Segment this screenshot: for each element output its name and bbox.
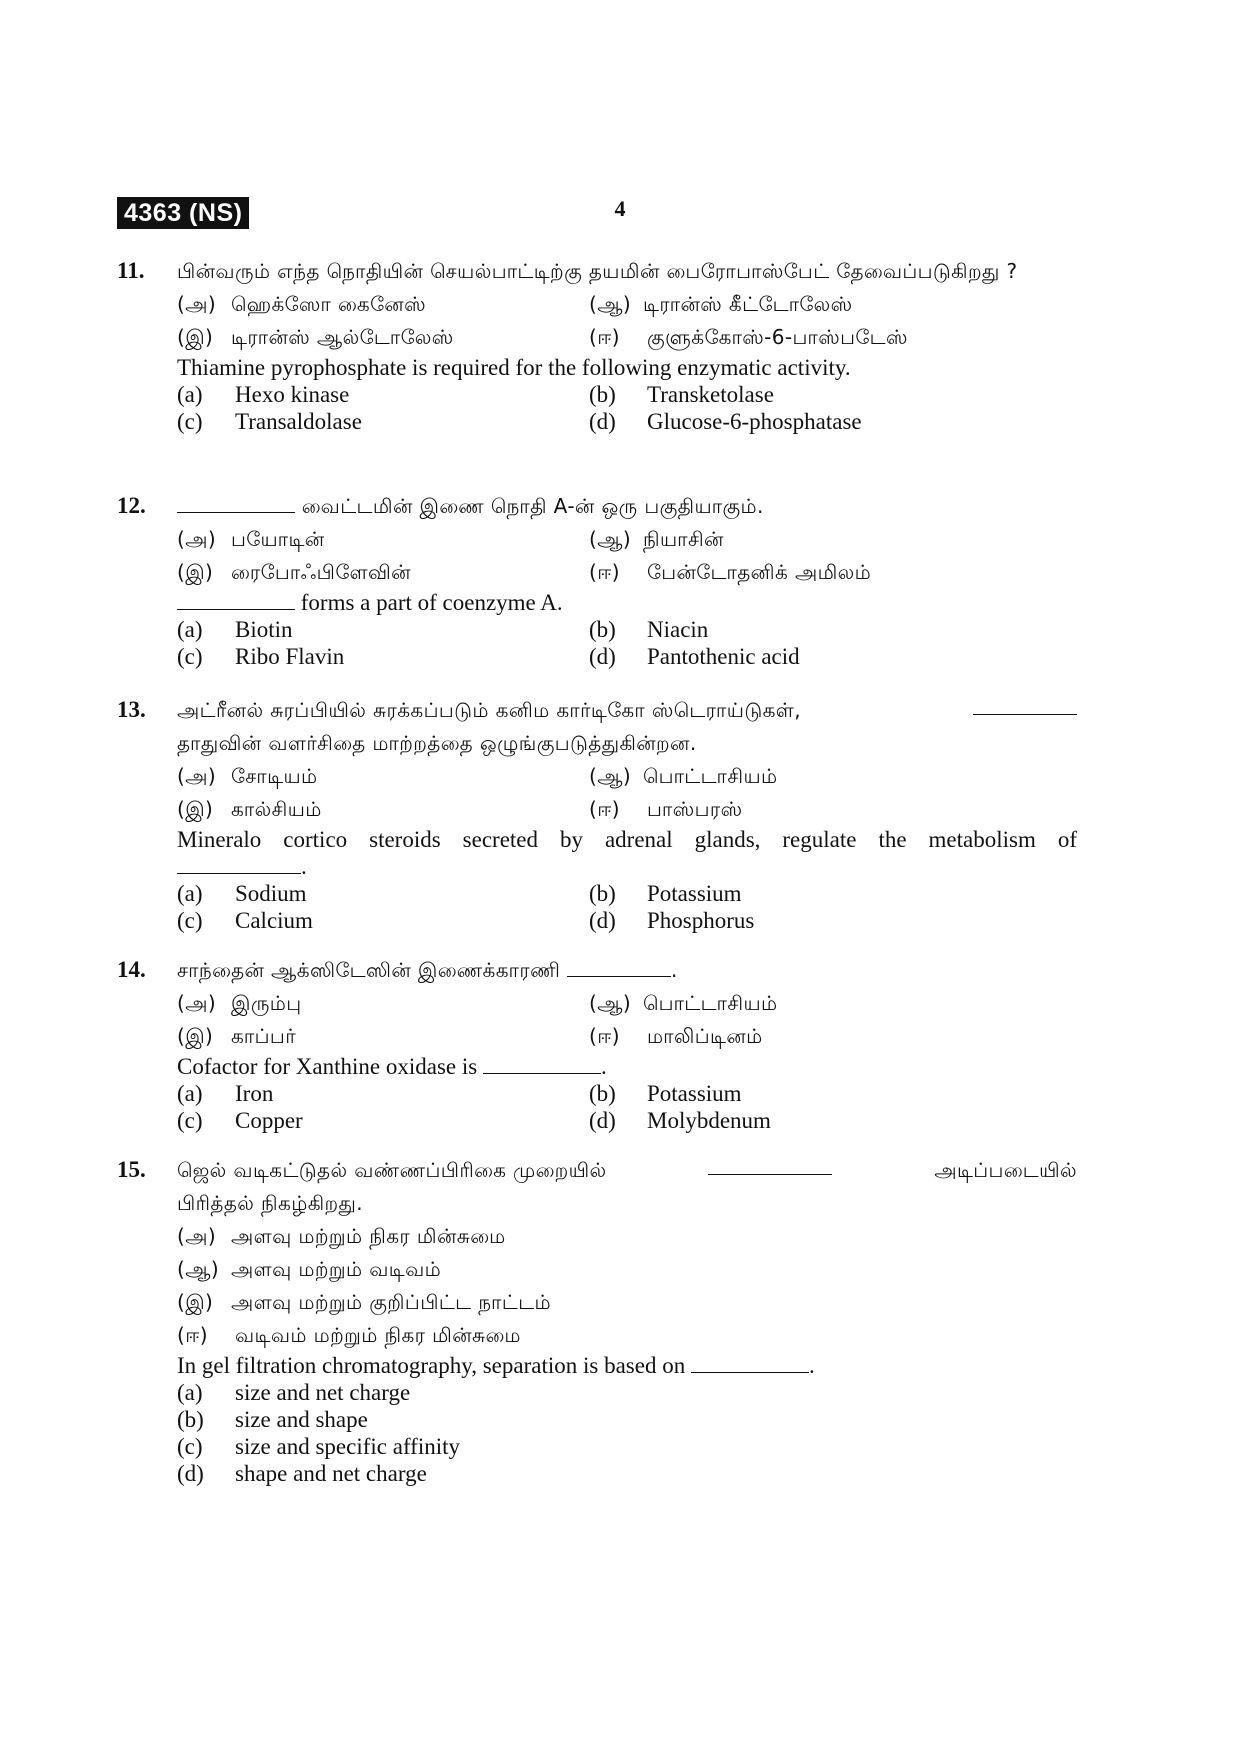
tamil-option: (ஈ) பாஸ்பரஸ் [589,797,743,821]
answer-blank [177,589,295,610]
english-option: (b) Transketolase [589,382,774,407]
answer-blank [177,853,301,874]
question-number: 11. [117,258,145,283]
tamil-option: (ஈ) வடிவம் மற்றும் நிகர மின்சுமை [177,1323,521,1347]
english-option: (a) Hexo kinase [177,382,350,407]
tamil-option: (இ) அளவு மற்றும் குறிப்பிட்ட நாட்டம் [177,1290,552,1314]
tamil-option: (இ) கால்சியம் [177,797,322,821]
english-options [177,1080,1077,1134]
question-number: 12. [117,493,146,518]
question-number: 13. [117,697,146,722]
tamil-option: (அ) சோடியம் [177,764,318,788]
answer-blank [691,1352,809,1373]
english-option: (c) Copper [177,1108,303,1133]
english-question-text: Mineralo cortico steroids secreted by adrenal glands, regulate the metabolism of [177,827,1077,852]
english-option: (d) shape and net charge [177,1461,427,1486]
tamil-option: (இ) டிரான்ஸ் ஆல்டோலேஸ் [177,325,454,349]
english-option: (a) Biotin [177,617,293,642]
tamil-option: (அ) அளவு மற்றும் நிகர மின்சுமை [177,1224,506,1248]
tamil-question-text-line2: பிரித்தல் நிகழ்கிறது. [177,1191,364,1215]
english-option: (c) Calcium [177,908,313,933]
english-option: (b) Niacin [589,617,709,642]
tamil-option: (ஆ) அளவு மற்றும் வடிவம் [177,1257,442,1281]
tamil-option: (ஈ) குளுக்கோஸ்-6-பாஸ்படேஸ் [589,325,908,349]
tamil-option: (இ) காப்பர் [177,1024,297,1048]
tamil-option: (ஆ) பொட்டாசியம் [589,991,778,1015]
paper-code-badge: 4363 (NS) [117,197,249,229]
answer-blank [708,1154,832,1175]
tamil-option: (அ) பயோடின் [177,527,325,551]
question-number: 14. [117,957,146,982]
answer-blank [177,492,295,513]
english-option: (a) size and net charge [177,1380,411,1405]
english-question-text: Cofactor for Xanthine oxidase is . [177,1054,607,1079]
tamil-question-text: அட்ரீனல் சுரப்பியில் சுரக்கப்படும் கனிம கார்டிகோ ஸ்டெராய்டுகள், [177,694,1077,727]
tamil-option: (அ) ஹெக்ஸோ கைனேஸ் [177,292,426,316]
tamil-option: (ஈ) பேன்டோதனிக் அமிலம் [589,560,872,584]
english-option: (c) size and specific affinity [177,1434,461,1459]
tamil-question-text: வைட்டமின் இணை நொதி A-ன் ஒரு பகுதியாகும். [177,490,1077,523]
question-14 [117,954,1077,1134]
tamil-question-text-line2: தாதுவின் வளர்சிதை மாற்றத்தை ஒழுங்குபடுத்துகின்றன. [177,731,697,755]
english-option: (c) Transaldolase [177,409,362,434]
english-option: (d) Phosphorus [589,908,755,933]
tamil-options [177,987,1077,1053]
answer-blank [567,956,671,977]
tamil-question-text: சாந்தைன் ஆக்ஸிடேஸின் இணைக்காரணி . [177,958,678,982]
question-15 [117,1154,1077,1487]
english-option: (d) Glucose-6-phosphatase [589,409,862,434]
english-question-text: Thiamine pyrophosphate is required for the following enzymatic activity. [177,355,851,380]
english-option: (c) Ribo Flavin [177,644,345,669]
english-options [177,381,1077,435]
answer-blank [483,1053,601,1074]
question-12 [117,490,1077,670]
english-option: (d) Pantothenic acid [589,644,800,669]
answer-blank [973,694,1077,715]
tamil-option: (ஈ) மாலிப்டினம் [589,1024,763,1048]
english-option: (b) Potassium [589,881,742,906]
english-option: (d) Molybdenum [589,1108,771,1133]
tamil-option: (ஆ) டிரான்ஸ் கீட்டோலேஸ் [589,292,853,316]
tamil-options [177,288,1077,354]
tamil-options [177,1220,1077,1352]
tamil-question-text: ஜெல் வடிகட்டுதல் வண்ணப்பிரிகை முறையில் அடிப்படையில் [177,1154,1077,1187]
english-options [177,1379,1077,1487]
tamil-options [177,523,1077,589]
question-number: 15. [117,1157,146,1182]
english-question-text: In gel filtration chromatography, separation is based on . [177,1353,815,1378]
tamil-option: (அ) இரும்பு [177,991,302,1015]
english-question-text-end: . [177,853,1077,880]
english-option: (b) Potassium [589,1081,742,1106]
english-options [177,616,1077,670]
question-11 [117,255,1077,435]
tamil-question-text: பின்வரும் எந்த நொதியின் செயல்பாட்டிற்கு தயமின் பைரோபாஸ்பேட் தேவைப்படுகிறது ? [177,259,1018,283]
question-13 [117,694,1077,934]
english-question-text: forms a part of coenzyme A. [177,589,1077,616]
tamil-option: (இ) ரைபோஃபிளேவின் [177,560,411,584]
english-option: (a) Iron [177,1081,274,1106]
tamil-options [177,760,1077,826]
page-number: 4 [614,196,626,221]
english-option: (b) size and shape [177,1407,368,1432]
english-options [177,880,1077,934]
tamil-option: (ஆ) நியாசின் [589,527,724,551]
tamil-option: (ஆ) பொட்டாசியம் [589,764,778,788]
english-option: (a) Sodium [177,881,307,906]
